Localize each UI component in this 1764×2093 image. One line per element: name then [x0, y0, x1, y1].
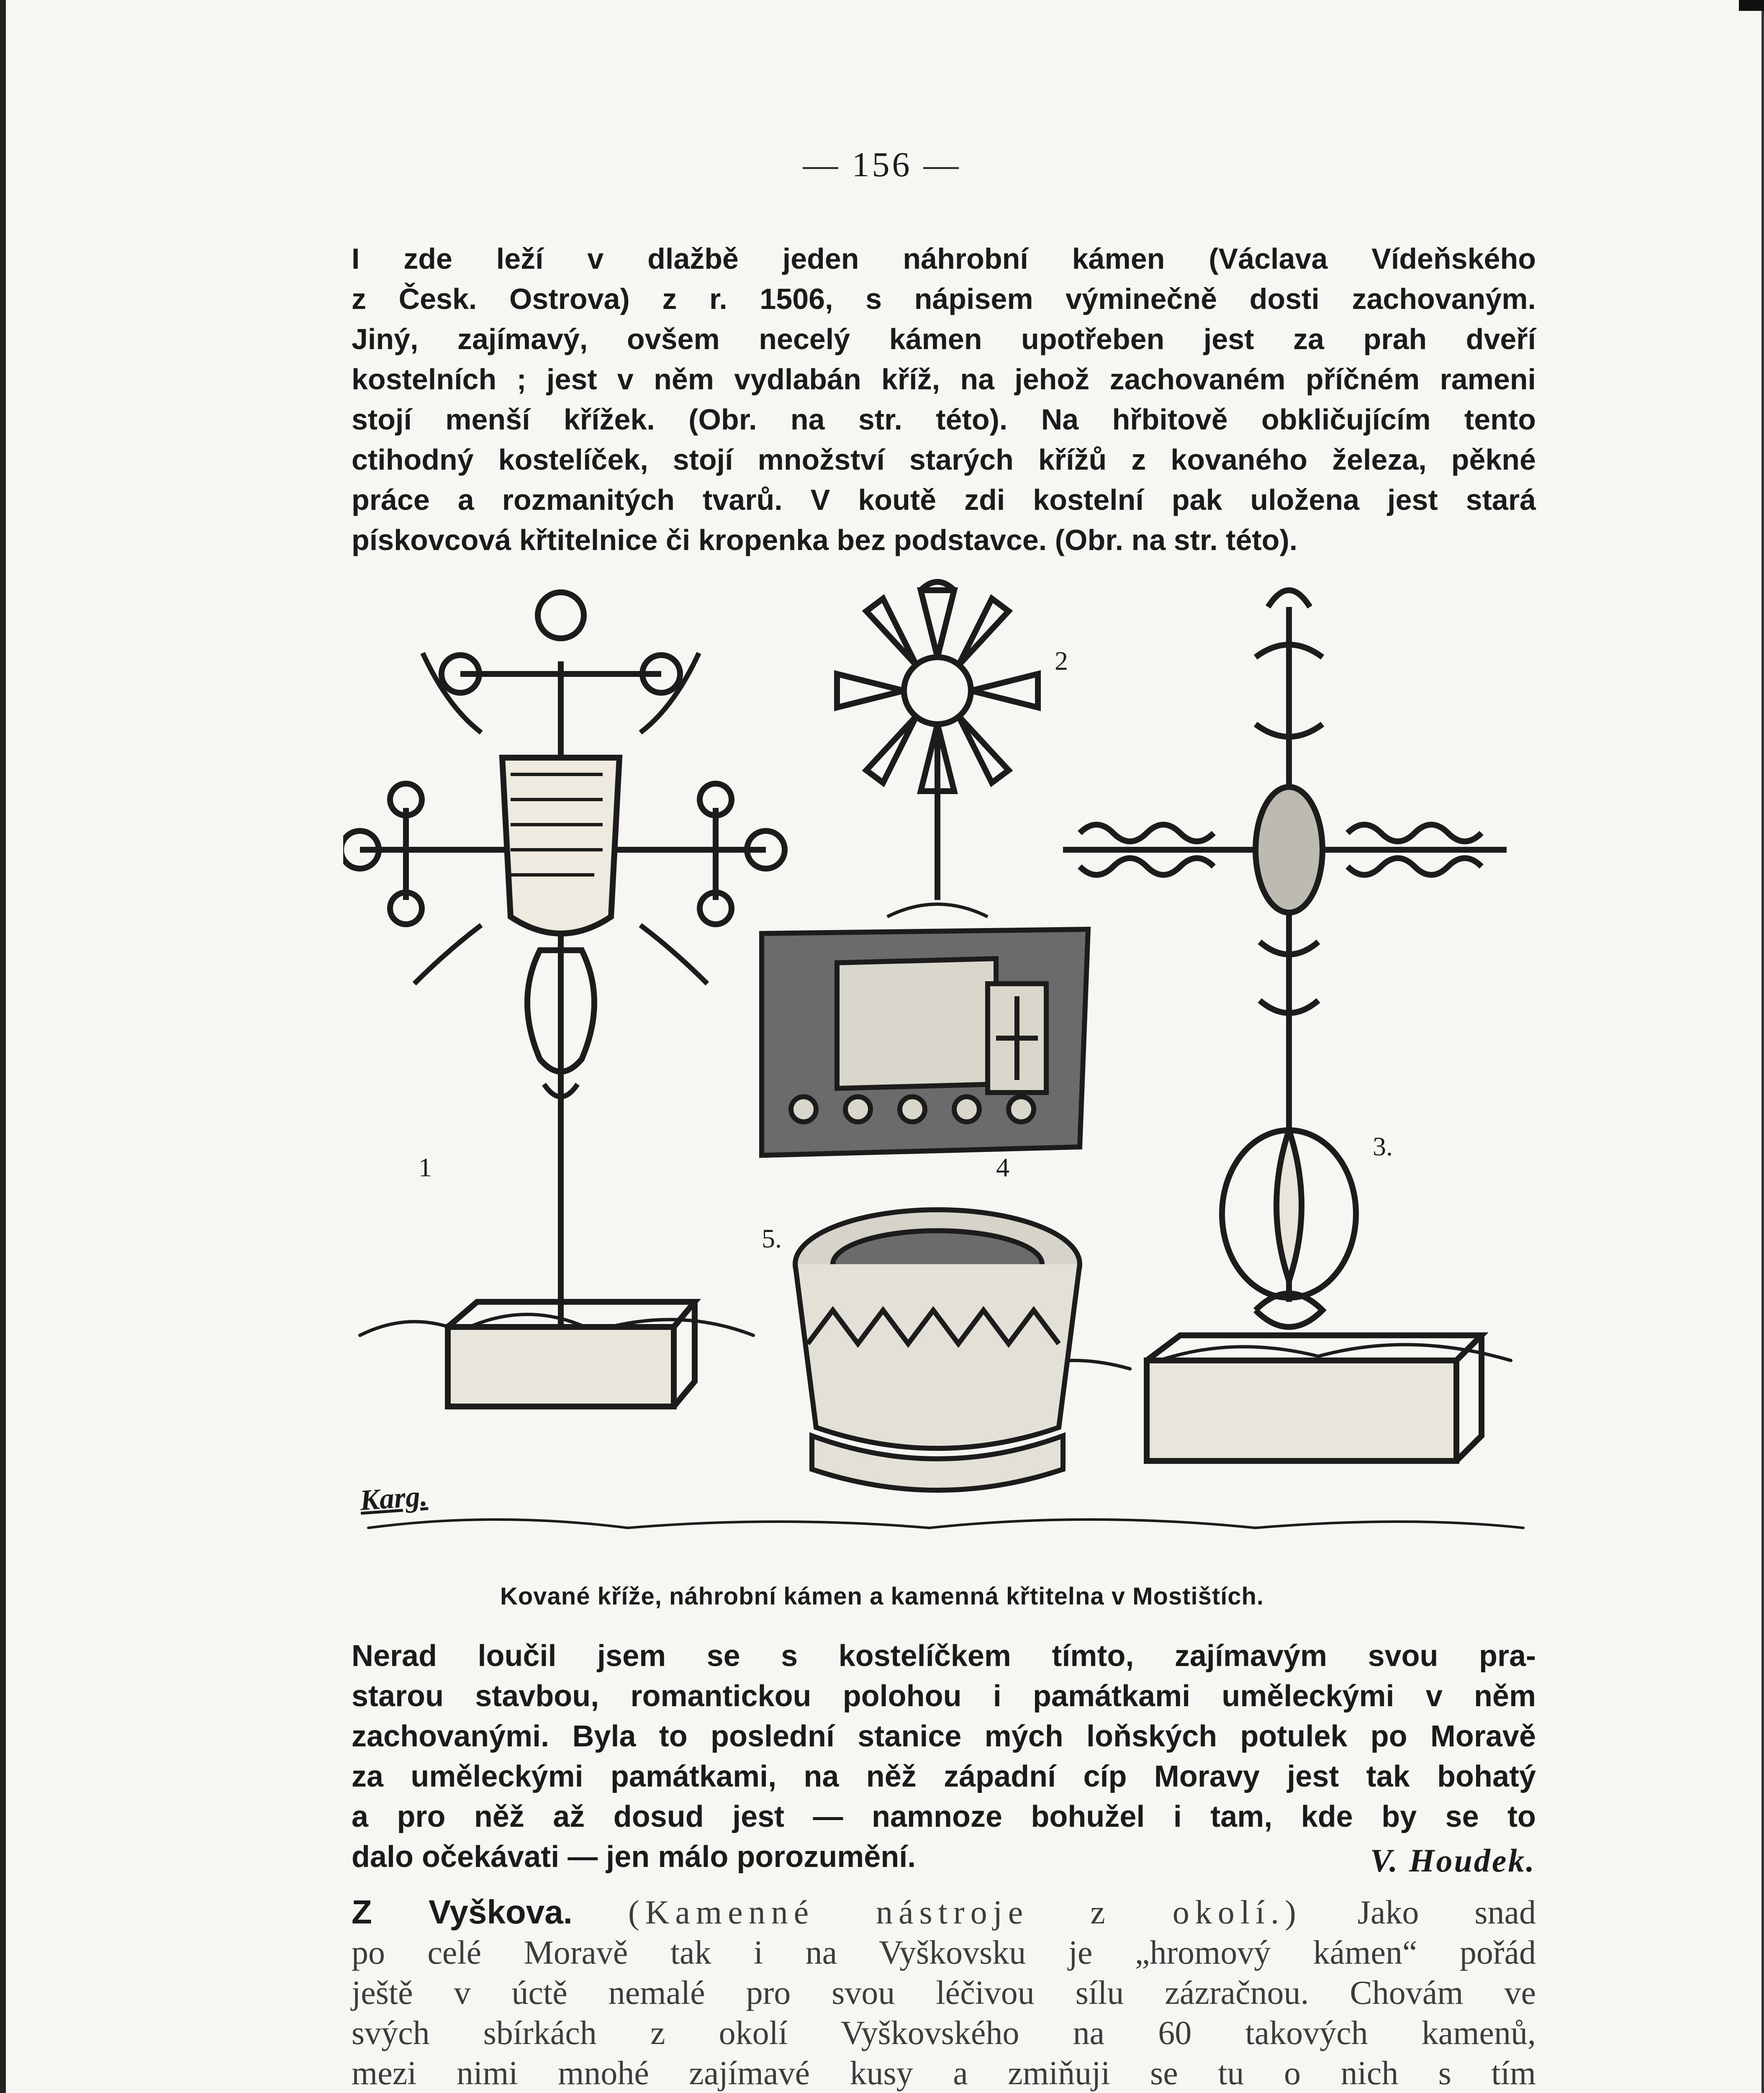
text-line: práce a rozmanitých tvarů. V koutě zdi kostelní pak uložena jest stará [352, 483, 1536, 516]
text-line: stojí menší křížek. (Obr. na str. této). Na hřbitově obkličujícím tento [352, 403, 1536, 436]
text-line: starou stavbou, romantickou polohou i památkami uměleckými v něm [352, 1679, 1536, 1713]
text-line: za uměleckými památkami, na něž západní cíp Moravy jest tak bohatý [352, 1760, 1536, 1793]
paragraph-2 [352, 1636, 1536, 1877]
paragraph-1 [352, 239, 1536, 560]
scan-corner-mark [1739, 0, 1764, 11]
text-line: ještě v úctě nemalé pro svou léčivou sílu zázračnou. Chovám ve [352, 1975, 1536, 2011]
text-line: ctihodný kostelíček, stojí množství starých křížů z kovaného železa, pěkné [352, 443, 1536, 476]
author-signature: V. Houdek. [1370, 1842, 1536, 1879]
text-line: I zde leží v dlažbě jeden náhrobní kámen (Václava Vídeňského [352, 242, 1536, 275]
section-heading: Z Vyškova. [352, 1893, 573, 1931]
text-line: a pro něž až dosud jest — namnoze bohužel i tam, kde by se to [352, 1800, 1536, 1833]
page-number: — 156 — [803, 145, 961, 184]
figure-label-1: 1 [419, 1152, 432, 1182]
text-line: po celé Moravě tak i na Vyškovsku je „hromový kámen“ pořád [352, 1934, 1536, 1971]
text-line: Nerad loučil jsem se s kostelíčkem tímto, zajímavým svou pra- [352, 1639, 1536, 1673]
figure-label-5: 5. [762, 1224, 782, 1253]
figure-label-4: 4 [996, 1152, 1009, 1182]
text-line: Jiný, zajímavý, ovšem necelý kámen upotřeben jest za prah dveří [352, 323, 1536, 355]
text-line: kostelních ; jest v něm vydlabán kříž, na jehož zachovaném příčném rameni [352, 363, 1536, 396]
text-line: dalo očekávati — jen málo porozumění. [352, 1840, 916, 1874]
paragraph-3 [352, 1892, 1536, 2093]
text-line [352, 1892, 1536, 1933]
text-line: zachovanými. Byla to poslední stanice mých loňských potulek po Moravě [352, 1720, 1536, 1753]
cross-2 [837, 582, 1038, 917]
artist-signature: Karg. [359, 1480, 429, 1517]
figure-label-3: 3. [1373, 1131, 1393, 1161]
figure-label-2: 2 [1055, 646, 1068, 676]
section-subtitle: (Kamenné nástroje z okolí.) [628, 1894, 1302, 1931]
illustration-crosses-and-font [343, 573, 1548, 1570]
scan-edge-right [1761, 0, 1764, 2093]
baptismal-font-5 [795, 1210, 1080, 1490]
text-line: mezi nimi mnohé zajímavé kusy a zmiňuji se tu o nich s tím [352, 2055, 1536, 2092]
text-line: svých sbírkách z okolí Vyškovského na 60 takových kamenů, [352, 2015, 1536, 2052]
figure-caption: Kované kříže, náhrobní kámen a kamenná křtitelna v Mostištích. [500, 1583, 1264, 1610]
cross-1 [343, 592, 785, 1406]
cross-3 [1063, 590, 1507, 1461]
scan-edge-left [0, 0, 6, 2093]
text-line: pískovcová křtitelnice či kropenka bez podstavce. (Obr. na str. této). [352, 524, 1298, 556]
text-fragment: Jako snad [1357, 1894, 1536, 1931]
gravestone-4 [762, 929, 1088, 1155]
illustration-drawing [343, 573, 1548, 1570]
text-line: z Česk. Ostrova) z r. 1506, s nápisem výminečně dosti zachovaným. [352, 283, 1536, 315]
